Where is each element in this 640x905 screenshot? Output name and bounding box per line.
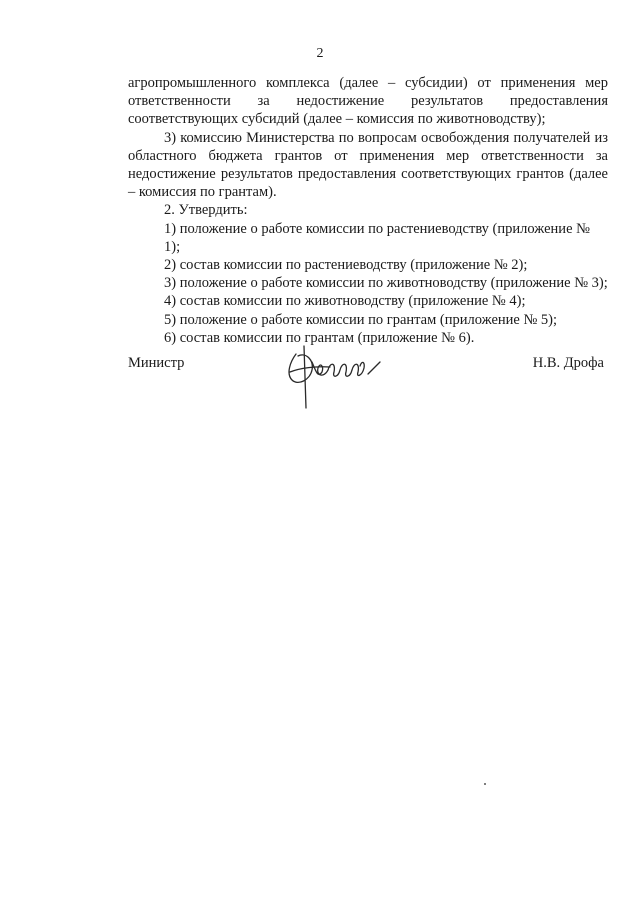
approve-item-5: 5) положение о работе комиссии по грантам (приложение № 5); bbox=[164, 311, 558, 328]
handwritten-signature bbox=[276, 332, 386, 412]
approve-item-4: 4) состав комиссии по животноводству (приложение № 4); bbox=[164, 293, 526, 310]
paragraph-commission-grants: 3) комиссию Министерства по вопросам освобождения получателей из областного бюджета грантов от применения мер ответственности за недостижение результатов предоставления соответствующих грантов (далее – комиссия по грантам). bbox=[128, 129, 608, 201]
approve-item-2: 2) состав комиссии по растениеводству (приложение № 2); bbox=[164, 257, 528, 274]
document-body bbox=[128, 74, 608, 347]
approve-list bbox=[128, 220, 608, 347]
position-title: Министр bbox=[128, 355, 185, 371]
scan-speck bbox=[484, 783, 486, 785]
approve-item-6: 6) состав комиссии по грантам (приложение № 6). bbox=[164, 329, 475, 346]
page-number: 2 bbox=[316, 46, 324, 61]
approve-heading: 2. Утвердить: bbox=[164, 202, 248, 219]
paragraph-commission-livestock-continuation: агропромышленного комплекса (далее – субсидии) от применения мер ответственности за недостижение результатов предоставления соответствующих субсидий (далее – комиссия по животноводству); bbox=[128, 75, 608, 128]
signer-name: Н.В. Дрофа bbox=[532, 355, 604, 371]
approve-item-3: 3) положение о работе комиссии по животноводству (приложение № 3); bbox=[164, 275, 608, 292]
approve-item-1: 1) положение о работе комиссии по растениеводству (приложение № 1); bbox=[164, 220, 590, 255]
